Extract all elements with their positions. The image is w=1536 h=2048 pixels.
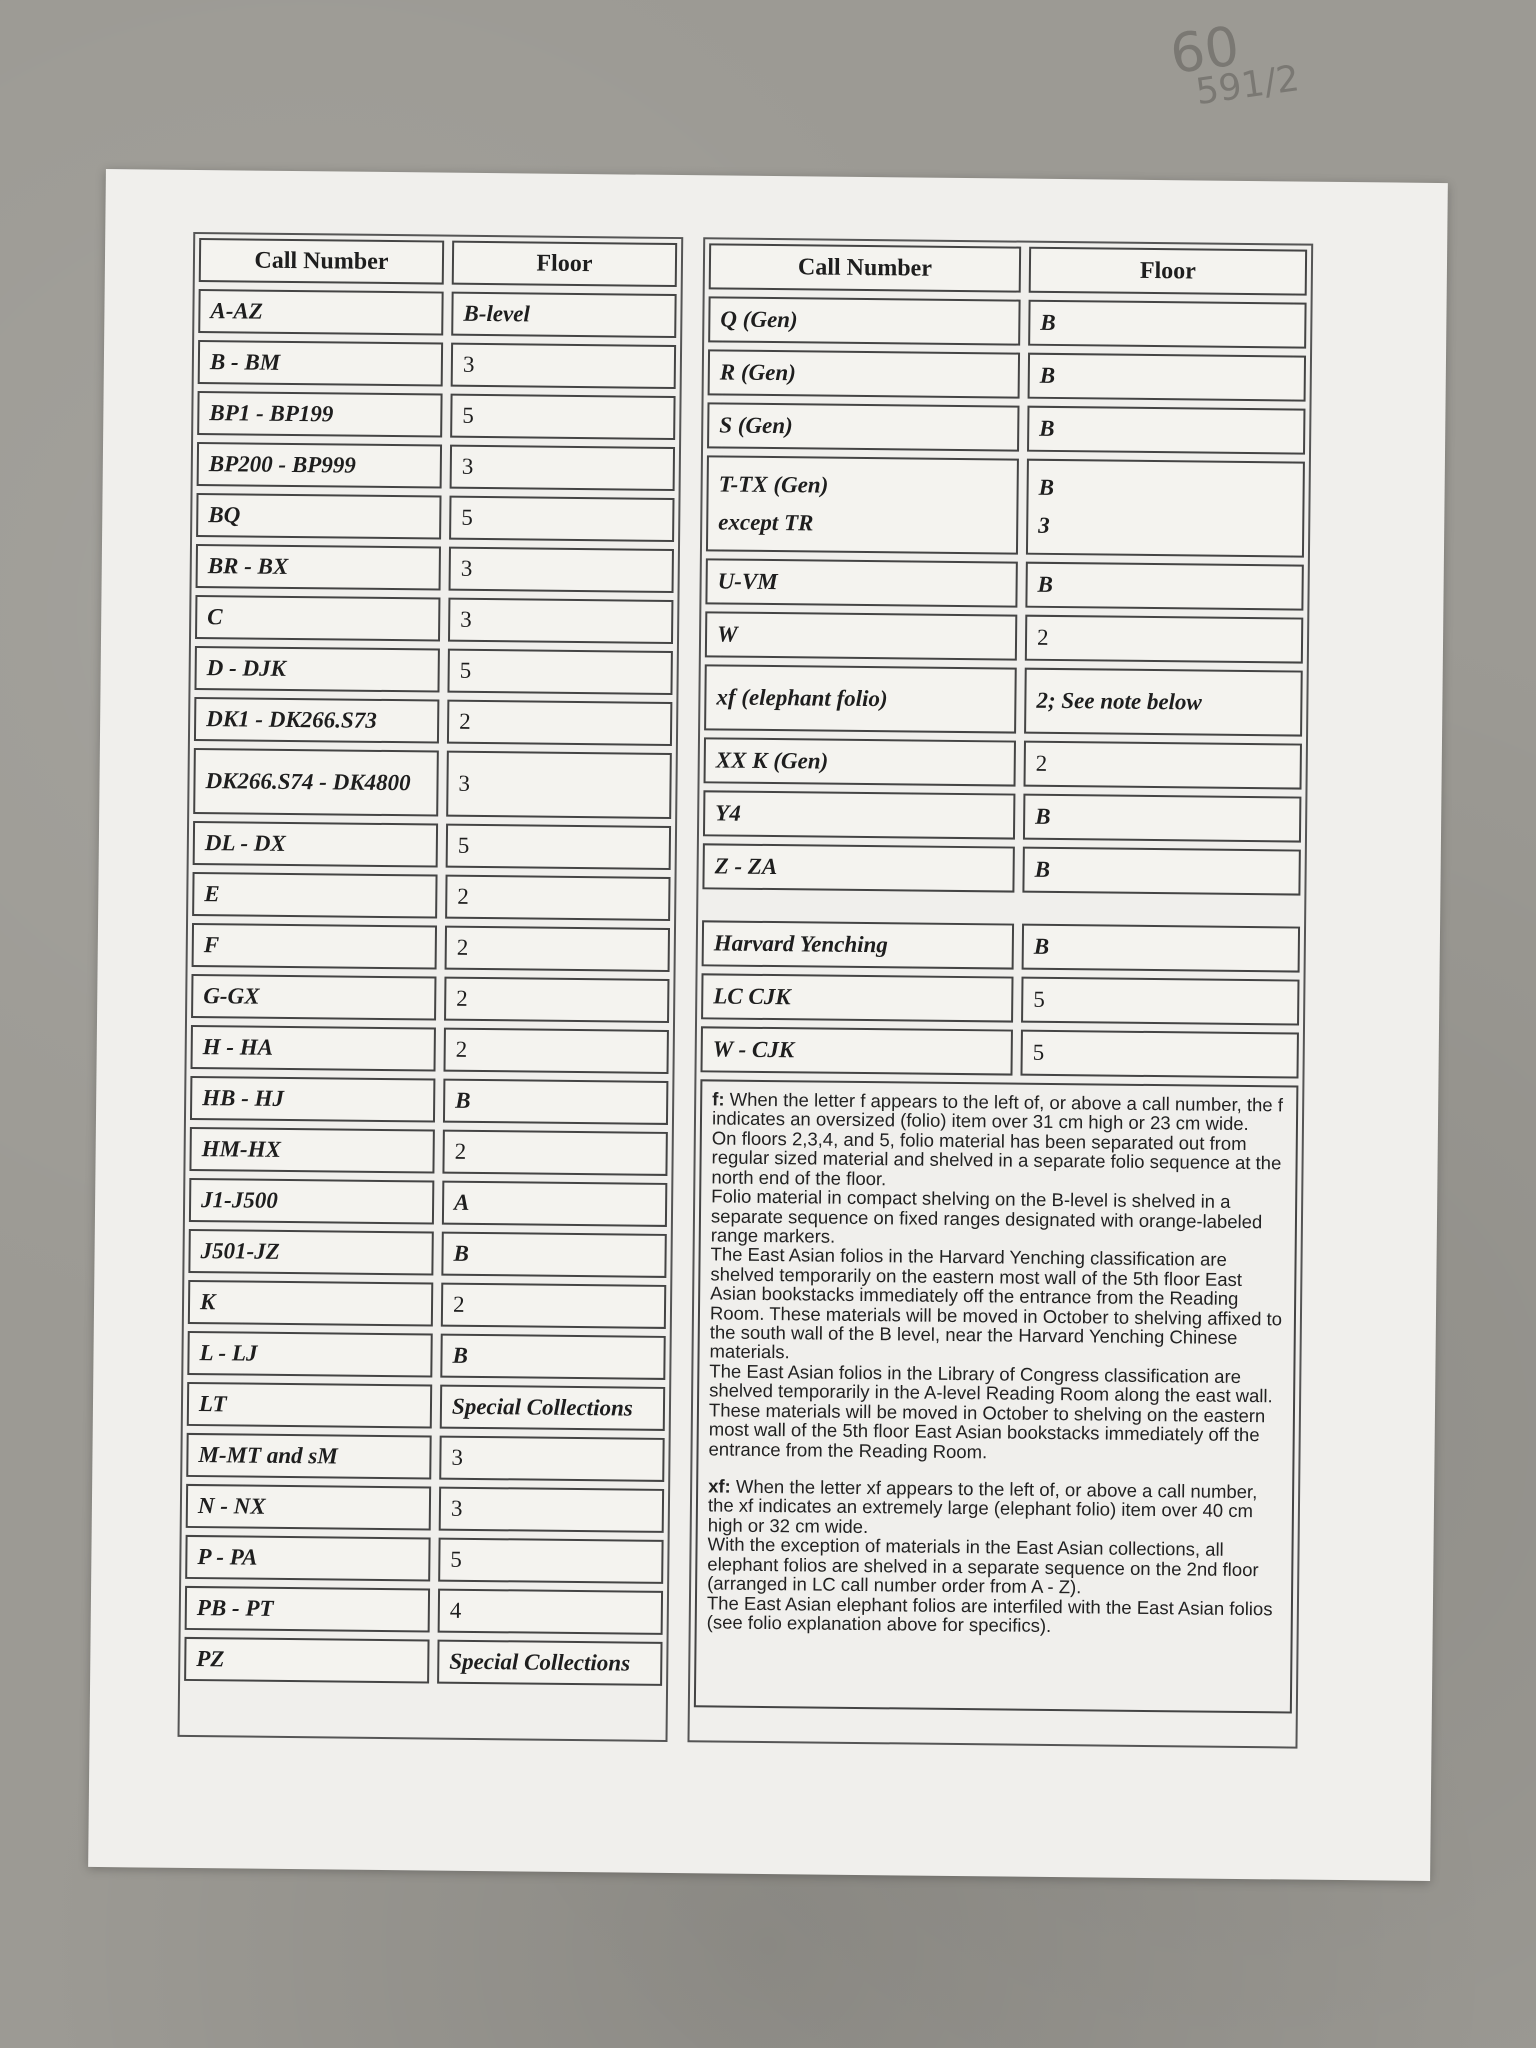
- table-header: [199, 238, 677, 287]
- table-row: [184, 1637, 662, 1686]
- call-number-cell: LC CJK: [701, 973, 1013, 1022]
- table-row: [187, 1382, 665, 1431]
- call-number-cell: BQ: [196, 493, 441, 540]
- table-row: [196, 493, 674, 542]
- table-row: [704, 664, 1303, 736]
- table-row: [193, 748, 672, 819]
- header-call-number: Call Number: [199, 238, 444, 285]
- call-number-cell: C: [195, 595, 440, 642]
- f-note-label: f:: [712, 1088, 725, 1110]
- call-number-cell: A-AZ: [198, 289, 443, 336]
- table-row: [703, 790, 1301, 842]
- call-number-cell: B - BM: [198, 340, 443, 387]
- table-row: [194, 697, 672, 746]
- call-number-cell: S (Gen): [707, 402, 1019, 451]
- table-row: [186, 1433, 664, 1482]
- call-number-cell: BP1 - BP199: [197, 391, 442, 438]
- table-row: [195, 595, 673, 644]
- left-rows: [184, 289, 677, 1686]
- table-row: [192, 872, 670, 921]
- table-row: [188, 1229, 666, 1278]
- floor-cell: 3: [448, 598, 673, 644]
- table-row: [189, 1178, 667, 1227]
- call-number-cell: HM-HX: [189, 1127, 434, 1174]
- table-row: [708, 296, 1306, 348]
- floor-cell: B: [1028, 300, 1306, 349]
- floor-cell: 3: [449, 547, 674, 593]
- floor-line: B: [1038, 474, 1055, 500]
- floor-cell: 2: [445, 926, 670, 972]
- folio-notes: [694, 1079, 1299, 1713]
- call-number-cell: K: [188, 1280, 433, 1327]
- table-row: [702, 920, 1300, 972]
- call-number-cell: Q (Gen): [708, 296, 1020, 345]
- call-number-cell: DK1 - DK266.S73: [194, 697, 439, 744]
- f-note-paragraph: The East Asian folios in the Harvard Yenching classification are shelved temporarily on the eastern most wall of the 5th floor East Asian bookstacks immediately off the entrance from the Reading Room. These materials will be moved in October to shelving affixed to the south wall of the B level, near the Harvard Yenching Chinese materials.: [709, 1243, 1283, 1363]
- posted-paper: [88, 169, 1448, 1881]
- scribble-line-2: 591/2: [1193, 57, 1302, 113]
- floor-cell: 2: [445, 875, 670, 921]
- table-row: [187, 1331, 665, 1380]
- header-floor: Floor: [452, 241, 677, 287]
- floor-cell: Special Collections: [440, 1385, 665, 1431]
- table-row: [708, 349, 1306, 401]
- table-row: [705, 558, 1303, 610]
- floor-cell: B: [1023, 794, 1301, 843]
- table-row: [701, 1026, 1299, 1078]
- call-number-cell: N - NX: [186, 1484, 431, 1531]
- call-number-cell: Z - ZA: [702, 843, 1014, 892]
- table-row: [705, 611, 1303, 663]
- floor-cell: 2: [447, 700, 672, 746]
- table-row: [194, 646, 672, 695]
- floor-cell: B: [1025, 562, 1303, 611]
- call-number-cell: BP200 - BP999: [197, 442, 442, 489]
- floor-cell: B-level: [451, 292, 676, 338]
- floor-cell: Special Collections: [437, 1640, 662, 1686]
- table-row: [198, 340, 676, 389]
- call-number-cell: J501-JZ: [188, 1229, 433, 1276]
- call-number-cell: HB - HJ: [190, 1076, 435, 1123]
- table-header: [709, 243, 1307, 295]
- floor-cell: B: [1022, 924, 1300, 973]
- floor-cell: B: [443, 1079, 668, 1125]
- table-row: [192, 923, 670, 972]
- right-call-number-table: [687, 237, 1313, 1748]
- call-number-cell: L - LJ: [187, 1331, 432, 1378]
- table-row: [706, 455, 1305, 557]
- xf-note: [708, 1476, 1283, 1540]
- floor-cell: 3: [439, 1436, 664, 1482]
- table-row: [701, 973, 1299, 1025]
- floor-cell: A: [442, 1181, 667, 1227]
- xf-note-paragraph: With the exception of materials in the East Asian collections, all elephant folios are shelved in a separate sequence on the 2nd floor (arranged in LC call number order from A - Z).: [707, 1533, 1259, 1598]
- floor-cell: 2: [1025, 615, 1303, 664]
- floor-cell: B: [441, 1232, 666, 1278]
- call-number-cell: J1-J500: [189, 1178, 434, 1225]
- call-number-cell: [706, 455, 1019, 554]
- table-row: [198, 289, 676, 338]
- table-row: [702, 843, 1300, 895]
- call-number-cell: PB - PT: [185, 1586, 430, 1633]
- f-note-paragraph: On floors 2,3,4, and 5, folio material has been separated out from regular sized material and shelved in a separate folio sequence at the north end of the floor.: [711, 1127, 1282, 1189]
- call-number-cell: PZ: [184, 1637, 429, 1684]
- floor-cell: 2: [1024, 741, 1302, 790]
- call-number-cell: H - HA: [191, 1025, 436, 1072]
- call-number-cell: XX K (Gen): [704, 737, 1016, 786]
- table-row: [704, 737, 1302, 789]
- floor-cell: 5: [447, 649, 672, 695]
- floor-cell: B: [1028, 353, 1306, 402]
- call-number-cell: E: [192, 872, 437, 919]
- call-number-cell: xf (elephant folio): [704, 664, 1017, 733]
- call-number-cell: Harvard Yenching: [702, 920, 1014, 969]
- f-note-paragraph: Folio material in compact shelving on the B-level is shelved in a separate sequence on fixed ranges designated with orange-labeled range markers.: [710, 1185, 1263, 1247]
- floor-cell: 3: [451, 343, 676, 389]
- floor-cell: 2: [443, 1028, 668, 1074]
- floor-cell: 2; See note below: [1024, 668, 1303, 737]
- wall-scribble: [1167, 9, 1342, 150]
- floor-cell: 5: [450, 394, 675, 440]
- call-number-cell: G-GX: [191, 974, 436, 1021]
- floor-cell: B: [1022, 847, 1300, 896]
- xf-note-label: xf:: [708, 1475, 731, 1497]
- floor-cell: 2: [442, 1130, 667, 1176]
- scribble-line-1: 60: [1166, 14, 1244, 87]
- table-row: [190, 1076, 668, 1125]
- call-number-cell: W - CJK: [701, 1026, 1013, 1075]
- floor-cell: B: [1027, 406, 1305, 455]
- call-number-exception: except TR: [718, 509, 814, 536]
- floor-cell: 3: [450, 445, 675, 491]
- table-row: [189, 1127, 667, 1176]
- call-number-cell: Y4: [703, 790, 1015, 839]
- floor-cell: 4: [438, 1589, 663, 1635]
- call-number-cell: R (Gen): [708, 349, 1020, 398]
- call-number-cell: D - DJK: [194, 646, 439, 693]
- table-row: [707, 402, 1305, 454]
- floor-cell: 3: [439, 1487, 664, 1533]
- right-rows: [702, 296, 1306, 895]
- call-number-cell: BR - BX: [196, 544, 441, 591]
- floor-cell: 5: [438, 1538, 663, 1584]
- f-note-text: When the letter f appears to the left of, or above a call number, the f indicates an oversized (folio) item over 31 cm high or 23 cm wide.: [711, 1088, 1284, 1135]
- call-number-cell: P - PA: [185, 1535, 430, 1582]
- floor-cell: 2: [441, 1283, 666, 1329]
- call-number-cell: U-VM: [705, 558, 1017, 607]
- table-row: [185, 1535, 663, 1584]
- floor-cell: 3: [446, 751, 672, 819]
- call-number-cell: M-MT and sM: [186, 1433, 431, 1480]
- floor-cell: 5: [1020, 1030, 1298, 1079]
- floor-cell: 5: [449, 496, 674, 542]
- table-row: [197, 442, 675, 491]
- floor-cell: 5: [1021, 977, 1299, 1026]
- table-row: [197, 391, 675, 440]
- call-number-cell: DK266.S74 - DK4800: [193, 748, 439, 817]
- floor-cell: 5: [446, 824, 671, 870]
- call-number-cell: F: [192, 923, 437, 970]
- header-call-number: Call Number: [709, 243, 1021, 292]
- floor-cell: 2: [444, 977, 669, 1023]
- call-number-line: T-TX (Gen): [718, 471, 829, 498]
- table-row: [196, 544, 674, 593]
- east-asian-rows: [701, 920, 1301, 1078]
- table-row: [186, 1484, 664, 1533]
- header-floor: Floor: [1029, 247, 1307, 296]
- table-row: [185, 1586, 663, 1635]
- call-number-cell: W: [705, 611, 1017, 660]
- call-number-cell: LT: [187, 1382, 432, 1429]
- table-row: [191, 1025, 669, 1074]
- call-number-cell: DL - DX: [193, 821, 438, 868]
- floor-cell: [1026, 459, 1305, 558]
- floor-exception: 3: [1038, 512, 1050, 538]
- xf-note-text: When the letter xf appears to the left of, or above a call number, the xf indicates an extremely large (elephant folio) item over 40 cm high or 32 cm wide.: [707, 1475, 1258, 1537]
- table-row: [193, 821, 671, 870]
- floor-cell: B: [440, 1334, 665, 1380]
- table-row: [191, 974, 669, 1023]
- f-note-paragraph: The East Asian folios in the Library of Congress classification are shelved temporarily in the A-level Reading Room along the east wall. These materials will be moved in October to shelving on the eastern most wall of the 5th floor East Asian bookstacks immediately off the entrance from the Reading Room.: [708, 1360, 1273, 1462]
- table-row: [188, 1280, 666, 1329]
- xf-note-paragraph: The East Asian elephant folios are interfiled with the East Asian folios (see folio explanation above for specifics).: [706, 1591, 1273, 1636]
- left-call-number-table: [178, 232, 684, 1742]
